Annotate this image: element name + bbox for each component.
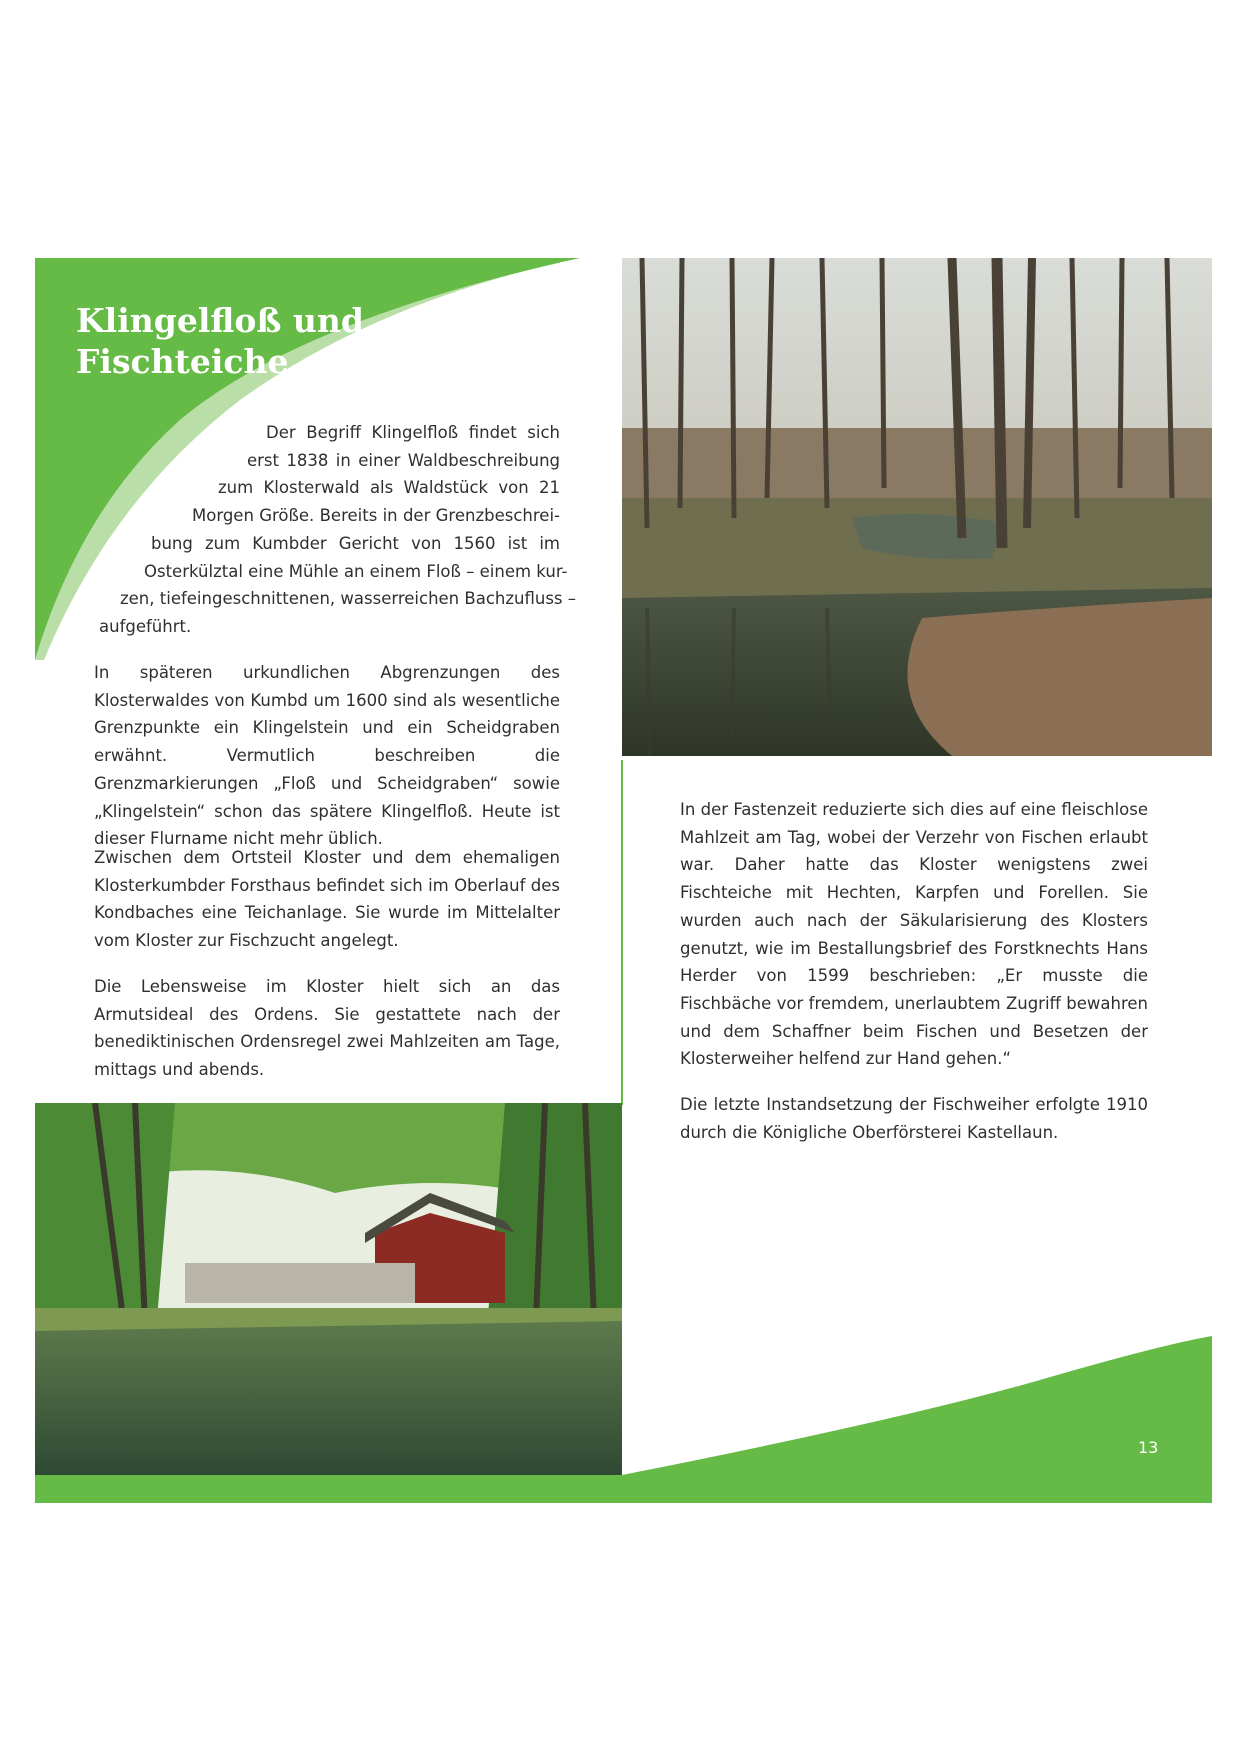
title-line-1: Klingelfloß und bbox=[76, 301, 364, 340]
intro-paragraph bbox=[80, 419, 577, 641]
page-number: 13 bbox=[1138, 1438, 1159, 1457]
footer-green-bar bbox=[35, 1475, 1212, 1503]
intro-line: bung zum Kumbder Gericht von 1560 ist im bbox=[151, 533, 560, 553]
left-paragraph-3: Die Lebensweise im Kloster hielt sich an das Armutsideal des Ordens. Sie gestattete nach der benediktinischen Ordensregel zwei Mahlzeiten am Tage, mittags und abends. bbox=[94, 977, 560, 1080]
right-paragraph-2: Die letzte Instandsetzung der Fischweiher erfolgte 1910 durch die Königliche Oberförsterei Kastellaun. bbox=[680, 1095, 1148, 1142]
intro-line: Der Begriff Klingelfloß findet sich bbox=[266, 423, 560, 442]
intro-line: Osterkülztal eine Mühle an einem Floß – einem kur- bbox=[144, 561, 568, 581]
intro-line: aufgeführt. bbox=[99, 616, 192, 636]
photo-pond-hut-summer bbox=[35, 1103, 622, 1475]
title-line-2: Fischteiche bbox=[76, 342, 289, 381]
intro-line: zum Klosterwald als Waldstück von 21 bbox=[218, 478, 560, 498]
intro-line: erst 1838 in einer Waldbeschreibung bbox=[247, 450, 560, 470]
left-paragraph-2: Zwischen dem Ortsteil Kloster und dem ehemaligen Klosterkumbder Forsthaus befindet sich im Oberlauf des Kondbaches eine Teichanlage. Sie wurde im Mittelalter vom Kloster zur Fischzucht angelegt. bbox=[94, 848, 560, 951]
intro-line: zen, tiefeingeschnittenen, wasserreichen Bachzufluss – bbox=[120, 589, 577, 609]
right-paragraph-1: In der Fastenzeit reduzierte sich dies auf eine fleischlose Mahlzeit am Tag, wobei der Verzehr von Fischen erlaubt war. Daher hatte das Kloster wenigstens zwei Fischteiche mit Hechten, Karpfen und Forellen. Sie wurden auch nach der Säkularisierung des Klosters genutzt, wie im Bestallungsbrief des Forstknechts Hans Herder von 1599 beschrieben: „Er musste die Fischbäche vor fremdem, unerlaubtem Zugriff bewahren und dem Schaffner beim Fischen und Besetzen der Klosterweiher helfend zur Hand gehen.“ bbox=[680, 800, 1148, 1069]
footer-green-swoosh bbox=[622, 1336, 1212, 1478]
left-paragraph-1: In späteren urkundlichen Abgrenzungen des Klosterwaldes von Kumbd um 1600 sind als wesentliche Grenzpunkte ein Klingelstein und ein Scheidgraben erwähnt. Vermutlich beschreiben die Grenzmarkierungen „Floß und Scheidgraben“ sowie „Klingelstein“ schon das spätere Klingelfloß. Heute ist dieser Flurname nicht mehr üblich. bbox=[94, 663, 560, 849]
intro-line: Morgen Größe. Bereits in der Grenzbeschrei- bbox=[192, 506, 560, 526]
page-title bbox=[76, 300, 376, 382]
photo-forest-pond-winter bbox=[622, 258, 1212, 756]
